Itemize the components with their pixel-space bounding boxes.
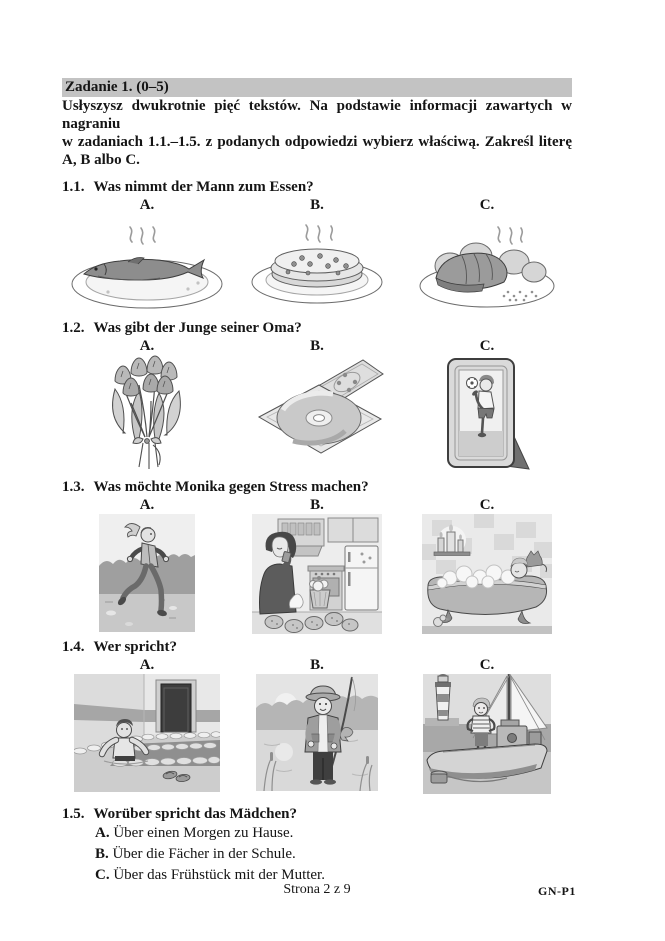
cd-illustration — [249, 355, 385, 461]
bathtub-illustration — [422, 514, 552, 634]
question-1-3-letters — [62, 497, 572, 514]
option-image-cd[interactable] — [249, 355, 385, 461]
question-number: 1.5. — [62, 806, 85, 822]
question-text: Was gibt der Junge seiner Oma? — [93, 320, 302, 336]
pancakes-plate-illustration — [248, 214, 386, 306]
option-image-angler[interactable] — [256, 674, 378, 791]
task-instructions — [62, 97, 572, 169]
tulips-illustration — [99, 355, 195, 473]
option-letter-b: B. — [310, 338, 324, 354]
question-number: 1.4. — [62, 639, 85, 655]
question-1-1-heading — [62, 178, 572, 196]
page-number: Strona 2 z 9 — [283, 882, 351, 897]
question-1-2-heading — [62, 319, 572, 337]
option-image-plate-with-pancakes[interactable] — [248, 214, 386, 306]
option-image-tulip-bouquet[interactable] — [99, 355, 195, 473]
roast-plate-illustration — [416, 214, 558, 310]
pool-illustration — [74, 674, 220, 792]
question-1-3-heading — [62, 478, 572, 496]
question-1-1-images — [62, 214, 572, 312]
kitchen-illustration — [252, 514, 382, 634]
instruction-line: w zadaniach 1.1.–1.5. z podanych odpowiedzi wybierz właściwą. Zakreśl literę — [62, 134, 572, 150]
question-number: 1.1. — [62, 179, 85, 195]
answer-letter: B. — [95, 846, 109, 862]
question-number: 1.3. — [62, 479, 85, 495]
question-1-4-letters — [62, 657, 572, 674]
task-title: Zadanie 1. (0–5) — [65, 79, 169, 95]
option-letter-b: B. — [310, 657, 324, 673]
option-letter-c: C. — [479, 657, 495, 673]
option-image-kitchen-sweets[interactable] — [252, 514, 382, 634]
question-1-5-answers — [95, 823, 572, 886]
option-image-swimming-pool[interactable] — [74, 674, 220, 792]
option-image-plate-with-fish[interactable] — [68, 214, 226, 312]
angler-illustration — [256, 674, 378, 791]
question-number: 1.2. — [62, 320, 85, 336]
option-letter-c: C. — [479, 338, 495, 354]
fish-plate-illustration — [68, 214, 226, 312]
option-image-sailboat[interactable] — [423, 674, 551, 794]
answer-text: Über einen Morgen zu Hause. — [113, 825, 294, 841]
answer-option-a[interactable] — [95, 823, 572, 844]
option-image-bathtub[interactable] — [422, 514, 552, 634]
answer-text: Über die Fächer in der Schule. — [112, 846, 296, 862]
question-1-3-images — [62, 514, 572, 634]
question-1-2-letters — [62, 338, 572, 355]
answer-letter: A. — [95, 825, 110, 841]
option-letter-c: C. — [479, 197, 495, 213]
photo-frame-illustration — [439, 355, 535, 475]
option-letter-a: A. — [139, 338, 155, 354]
task-header-bar — [62, 78, 572, 97]
exam-code: GN-P1 — [538, 884, 576, 898]
option-letter-a: A. — [139, 197, 155, 213]
question-1-4-images — [62, 674, 572, 794]
option-image-photo-frame[interactable] — [439, 355, 535, 475]
option-letter-a: A. — [139, 657, 155, 673]
answer-option-b[interactable] — [95, 844, 572, 865]
option-letter-b: B. — [310, 497, 324, 513]
option-letter-b: B. — [310, 197, 324, 213]
question-1-4-heading — [62, 638, 572, 656]
jogging-illustration — [99, 514, 195, 632]
instruction-line: A, B albo C. — [62, 152, 140, 168]
question-text: Wer spricht? — [93, 639, 177, 655]
question-text: Worüber spricht das Mädchen? — [93, 806, 297, 822]
question-1-5-heading — [62, 805, 572, 823]
option-image-plate-with-roast[interactable] — [416, 214, 558, 310]
question-text: Was möchte Monika gegen Stress machen? — [93, 479, 369, 495]
option-letter-a: A. — [139, 497, 155, 513]
option-image-jogging[interactable] — [99, 514, 195, 632]
answer-letter: C. — [95, 867, 110, 883]
sailboat-illustration — [423, 674, 551, 794]
page-content — [62, 0, 572, 886]
question-1-1-letters — [62, 197, 572, 214]
option-letter-c: C. — [479, 497, 495, 513]
answer-text: Über das Frühstück mit der Mutter. — [113, 867, 325, 883]
question-1-2-images — [62, 355, 572, 475]
instruction-line: Usłyszysz dwukrotnie pięć tekstów. Na podstawie informacji zawartych w nagraniu — [62, 98, 572, 132]
question-text: Was nimmt der Mann zum Essen? — [93, 179, 314, 195]
